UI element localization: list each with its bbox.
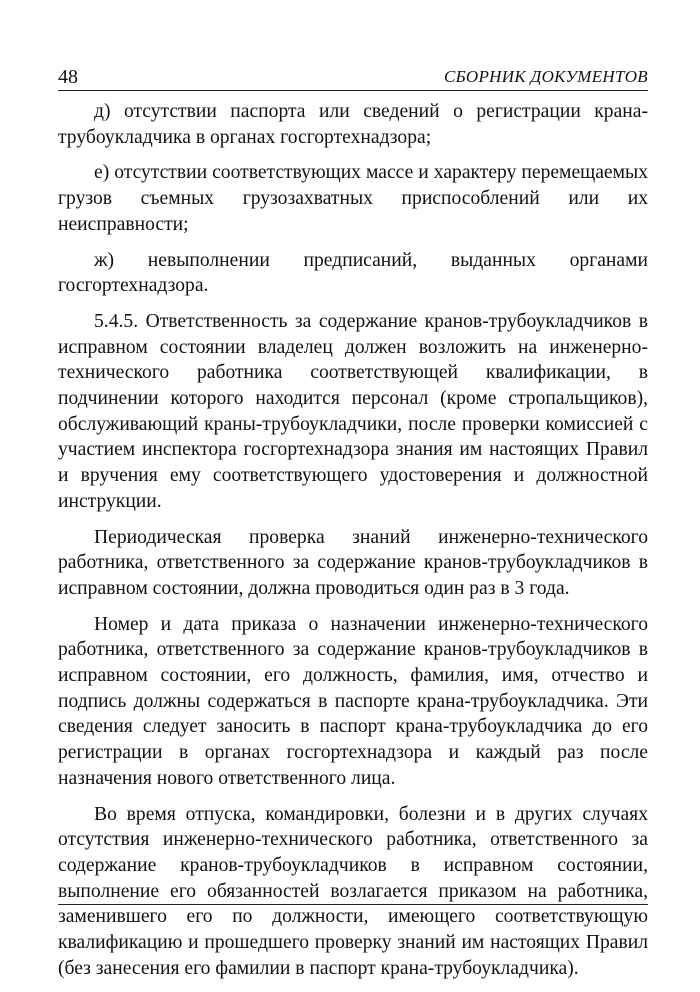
collection-title: СБОРНИК ДОКУМЕНТОВ: [443, 67, 648, 86]
paragraph-order-number: Номер и дата приказа о назначении инженерно-технического работника, ответственного за содержание кранов-трубоукладчиков в исправном состоянии, его должность, фамилия, имя, отчество и подпись должны содержаться в паспорте крана-трубоукладчика. Эти сведения следует заносить в паспорт крана-трубоукладчика до его регистрации в органах госгортехнадзора и каждый раз после назначения нового ответственного лица.: [58, 613, 648, 789]
running-header: [58, 62, 648, 91]
paragraph-item-zh: ж) невыполнении предписаний, выданных органами госгортехнадзора.: [58, 249, 648, 297]
paragraph-absence-duties: Во время отпуска, командировки, болезни и в других случаях отсутствия инженерно-технического работника, ответственного за содержание кранов-трубоукладчиков в исправном состоянии, выполнение его обязанностей возлагается приказом на работника, заменившего его по должности, имеющего соответствующую квалификацию и прошедшего проверку знаний им настоящих Правил (без занесения его фамилии в паспорт крана-трубоукладчика).: [58, 803, 648, 979]
footer-rule: [58, 904, 648, 905]
page-number: 48: [58, 66, 78, 88]
paragraph-item-e: е) отсутствии соответствующих массе и характеру перемещаемых грузов съемных грузозахватных приспособлений или их неисправности;: [58, 162, 648, 235]
paragraph-periodic-check: Периодическая проверка знаний инженерно-технического работника, ответственного за содержание кранов-трубоукладчиков в исправном состоянии, должна проводиться один раз в 3 года.: [58, 526, 648, 599]
paragraph-section-5-4-5: 5.4.5. Ответственность за содержание кранов-трубоукладчиков в исправном состоянии владелец должен возложить на инженерно-технического работника соответствующей квалификации, в подчинении которого находится персонал (кроме стропальщиков), обслуживающий краны-трубоукладчики, после проверки комиссией с участием инспектора госгортехнадзора знания им настоящих Правил и вручения ему соответствующего удостоверения и должностной инструкции.: [58, 310, 648, 512]
body-text: [58, 99, 648, 982]
document-page: [58, 62, 648, 992]
paragraph-item-d: д) отсутствии паспорта или сведений о регистрации крана-трубоукладчика в органах госгортехнадзора;: [58, 101, 648, 148]
